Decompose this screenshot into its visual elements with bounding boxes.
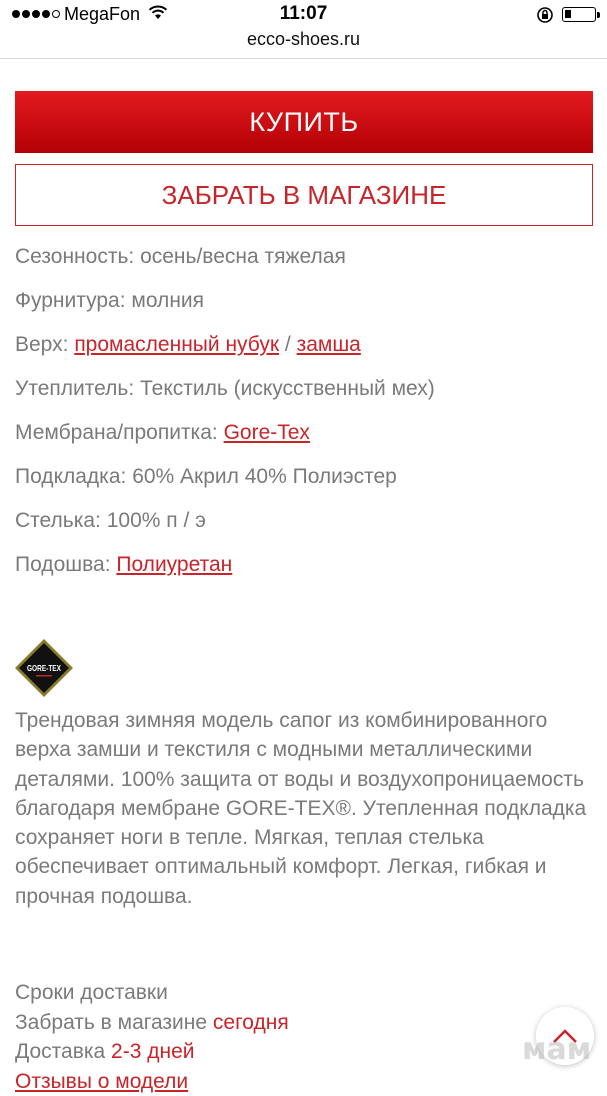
spec-fittings [15,284,595,328]
svg-text:GORE-TEX: GORE-TEX [27,663,61,673]
spec-value: молния [131,289,204,312]
pickup-label: Забрать в магазине [15,1011,207,1034]
clock: 11:07 [0,3,607,25]
spec-label: Фурнитура: [15,289,126,312]
spec-value: Текстиль (искусственный мех) [140,377,435,400]
status-bar [0,0,607,30]
pickup-value: сегодня [213,1011,289,1034]
shipping-value: 2-3 дней [111,1040,194,1063]
spec-insulation [15,372,595,416]
spec-insole [15,504,595,548]
orientation-lock-icon [536,6,554,29]
spec-value: 100% п / э [107,509,206,532]
spec-upper [15,328,595,372]
spec-value: 60% Акрил 40% Полиэстер [132,465,397,488]
reviews-link-row [15,1067,575,1096]
gore-tex-badge-icon [14,638,74,698]
spec-label: Сезонность: [15,245,134,268]
header-divider [0,58,607,59]
spec-label: Верх: [15,333,68,356]
spec-label: Мембрана/пропитка: [15,421,218,444]
pickup-in-store-button[interactable]: ЗАБРАТЬ В МАГАЗИНЕ [15,164,593,226]
delivery-info [15,978,575,1096]
spec-value: осень/весна тяжелая [140,245,346,268]
carrier-name: MegaFon [64,4,140,25]
pickup-row [15,1008,575,1038]
spec-label: Утеплитель: [15,377,134,400]
watermark-logo: мам [522,1032,591,1067]
shipping-row [15,1037,575,1067]
product-specs [15,240,595,592]
spec-membrane [15,416,595,460]
polyurethane-link[interactable]: Полиуретан [116,553,232,576]
buy-button[interactable]: КУПИТЬ [15,91,593,153]
spec-season [15,240,595,284]
spec-label: Подкладка: [15,465,126,488]
product-description: Трендовая зимняя модель сапог из комбинированного верха замши и текстиля с модными металлическими деталями. 100% защита от воды и воздухопроницаемость благодаря мембране GORE-TEX®. Утепленная подкладка сохраняет ноги в тепле. Мягкая, теплая стелька обеспечивает оптимальный комфорт. Легкая, гибкая и прочная подошва. [15,706,600,911]
upper-suede-link[interactable]: замша [297,333,361,356]
reviews-link[interactable]: Отзывы о модели [15,1070,188,1093]
battery-icon [562,7,596,22]
upper-nubuck-link[interactable]: промасленный нубук [74,333,279,356]
spec-lining [15,460,595,504]
spec-separator: / [285,333,291,356]
spec-label: Подошва: [15,553,111,576]
gore-tex-link[interactable]: Gore-Tex [224,421,310,444]
url-bar[interactable]: ecco-shoes.ru [0,29,607,50]
spec-sole [15,548,595,592]
delivery-title: Сроки доставки [15,978,575,1008]
spec-label: Стелька: [15,509,101,532]
shipping-label: Доставка [15,1040,105,1063]
